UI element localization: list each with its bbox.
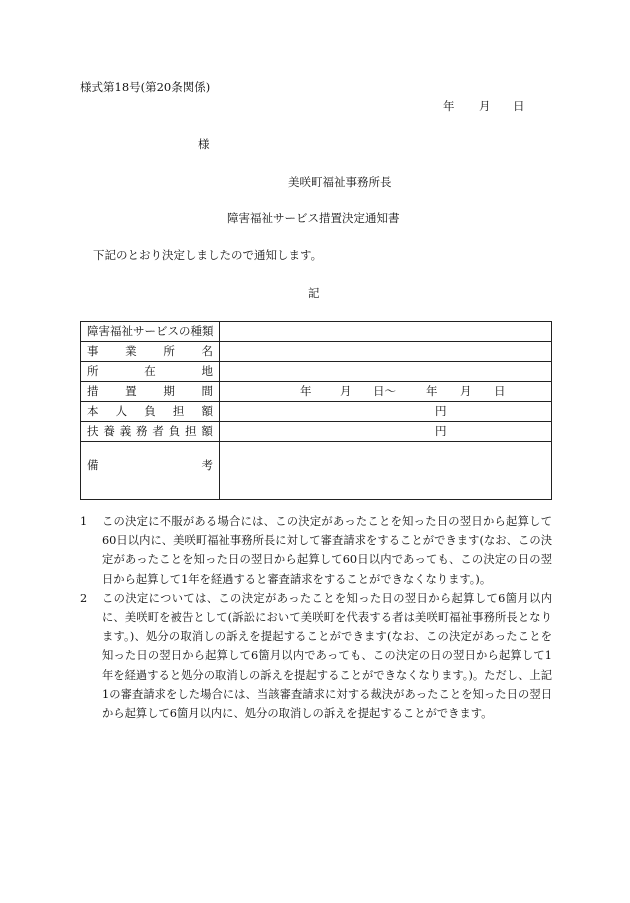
remarks-label xyxy=(81,442,220,500)
label-char: 担 xyxy=(172,404,185,418)
label-char: 備 xyxy=(87,458,99,472)
label-char: 扶 xyxy=(87,424,99,438)
note-number: 2 xyxy=(80,591,88,605)
remarks-value xyxy=(220,442,552,500)
service-type-value xyxy=(220,322,552,342)
label-char: 事 xyxy=(87,344,99,358)
table-row xyxy=(81,362,552,382)
label-char: 者 xyxy=(152,424,164,438)
document-title: 障害福祉サービス措置決定通知書 xyxy=(227,211,400,225)
date-year: 年 xyxy=(443,99,455,113)
label-char: 負 xyxy=(168,424,181,438)
label-char: 置 xyxy=(125,384,137,398)
date-day: 日 xyxy=(513,99,525,113)
table-row xyxy=(81,322,552,342)
label-char: 業 xyxy=(125,344,137,358)
issuer-name: 美咲町福祉事務所長 xyxy=(288,175,392,189)
date-month: 月 xyxy=(479,99,491,113)
label-char: 担 xyxy=(185,424,197,438)
ki-heading: 記 xyxy=(308,286,320,300)
note-number: 1 xyxy=(80,515,88,528)
addressee-suffix: 様 xyxy=(198,137,210,151)
end-year: 年 xyxy=(426,384,438,398)
table-row xyxy=(81,442,552,500)
issue-date xyxy=(443,101,525,113)
label-char: 務 xyxy=(136,424,148,438)
table-row xyxy=(81,382,552,402)
label-char: 本 xyxy=(87,404,99,418)
notes-section xyxy=(80,512,552,723)
end-month: 月 xyxy=(460,384,472,398)
office-name-value xyxy=(220,342,552,362)
table-row xyxy=(81,342,552,362)
label-char: 負 xyxy=(144,404,156,418)
note-item xyxy=(80,512,552,589)
office-name-label xyxy=(81,342,220,362)
guardian-pay-label xyxy=(81,422,220,442)
details-table xyxy=(80,321,552,500)
table-row xyxy=(81,422,552,442)
self-pay-value: 円 xyxy=(220,402,552,422)
address-value xyxy=(220,362,552,382)
label-char: 額 xyxy=(201,404,213,418)
label-char: 名 xyxy=(201,344,213,358)
start-year: 年 xyxy=(300,384,312,398)
note-item xyxy=(80,589,552,723)
note-text: この決定に不服がある場合には、この決定があったことを知った日の翌日から起算して60日以内に、美咲町福祉事務所長に対して審査請求をすることができます(なお、この決定があったことを知った日の翌日から起算して60日以内であっても、この決定の日の翌日から起算して1年を経過すると審査請求をすることができなくなります。)。 xyxy=(102,515,552,586)
note-text: この決定については、この決定があったことを知った日の翌日から起算して6箇月以内に、美咲町を被告として(訴訟において美咲町を代表する者は美咲町福祉事務所長となります。)、処分の取消しの訴えを提起することができます(なお、この決定があったことを知った日の翌日から起算して6箇月以内であっても、この決定の日の翌日から起算して1年を経過すると処分の取消しの訴えを提起することができなくなります。)。ただし、上記1の審査請求をした場合には、当該審査請求に対する裁決があったことを知った日の翌日から起算して6箇月以内に、処分の取消しの訴えを提起することができます。 xyxy=(102,591,552,721)
intro-text: 下記のとおり決定しましたので通知します。 xyxy=(93,248,323,262)
label-char: 期 xyxy=(163,384,175,398)
label-char: 考 xyxy=(201,458,213,472)
label-char: 義 xyxy=(119,424,132,438)
label-char: 地 xyxy=(201,364,213,378)
address-label xyxy=(81,362,220,382)
start-day: 日〜 xyxy=(373,384,396,398)
label-char: 所 xyxy=(87,364,99,378)
label-char: 額 xyxy=(201,424,213,438)
end-day: 日 xyxy=(494,384,506,398)
label-char: 措 xyxy=(87,384,99,398)
label-char: 間 xyxy=(201,384,213,398)
label-char: 在 xyxy=(144,364,156,378)
period-label xyxy=(81,382,220,402)
form-number: 様式第18号(第20条関係) xyxy=(80,80,211,94)
label-char: 人 xyxy=(115,404,128,418)
table-row xyxy=(81,402,552,422)
period-value xyxy=(220,382,552,402)
self-pay-label xyxy=(81,402,220,422)
label-char: 養 xyxy=(103,424,115,438)
service-type-label: 障害福祉サービスの種類 xyxy=(81,322,220,342)
guardian-pay-value: 円 xyxy=(220,422,552,442)
label-char: 所 xyxy=(163,344,175,358)
start-month: 月 xyxy=(340,384,352,398)
